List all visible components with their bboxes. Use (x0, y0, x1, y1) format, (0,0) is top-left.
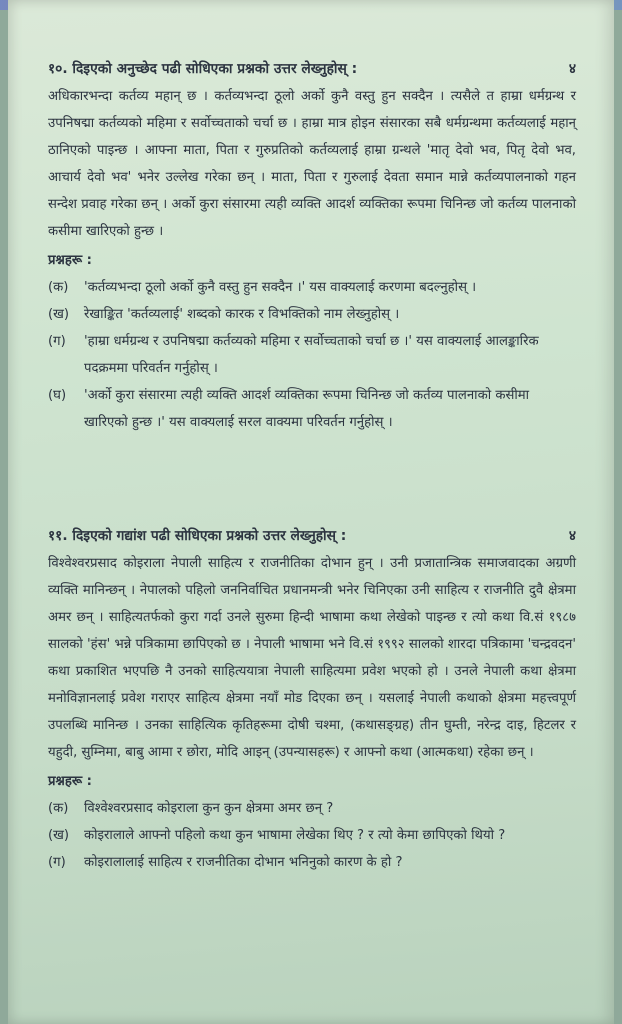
item-label: (क) (48, 280, 69, 295)
question-11 (48, 523, 576, 876)
question-10-title: १०. दिइएको अनुच्छेद पढी सोधिएका प्रश्नको उत्तर लेख्नुहोस् : (48, 61, 358, 77)
question-10-item-gha (48, 382, 576, 436)
question-11-marks: ४ (568, 528, 576, 544)
question-11-heading (48, 523, 576, 550)
item-label: (ख) (48, 307, 70, 322)
item-text: विश्वेश्वरप्रसाद कोइराला कुन कुन क्षेत्रमा अमर छन् ? (84, 801, 334, 816)
question-10-item-ga (48, 328, 576, 382)
question-11-item-kha (48, 822, 576, 849)
question-11-list (48, 795, 576, 876)
item-text: कोइरालालाई साहित्य र राजनीतिका दोभान भनिनुको कारण के हो ? (84, 855, 403, 870)
question-11-title: ११. दिइएको गद्यांश पढी सोधिएका प्रश्नको उत्तर लेख्नुहोस् : (48, 528, 347, 544)
question-10-heading (48, 56, 576, 83)
item-label: (ख) (48, 828, 70, 843)
question-10-item-kha (48, 301, 576, 328)
item-label: (घ) (48, 388, 67, 403)
item-label: (ग) (48, 334, 66, 349)
item-text: 'हाम्रा धर्मग्रन्थ र उपनिषद्मा कर्तव्यको महिमा र सर्वोच्चताको चर्चा छ ।' यस वाक्यलाई आलङ्कारिक पदक्रममा परिवर्तन गर्नुहोस् । (84, 334, 539, 376)
item-text: 'कर्तव्यभन्दा ठूलो अर्को कुनै वस्तु हुन सक्दैन ।' यस वाक्यलाई करणमा बदल्नुहोस् । (84, 280, 477, 295)
question-11-passage: विश्वेश्वरप्रसाद कोइराला नेपाली साहित्य र राजनीतिका दोभान हुन् । उनी प्रजातान्त्रिक समाजवादका अग्रणी व्यक्ति मानिन्छन् । नेपालको पहिलो जननिर्वाचित प्रधानमन्त्री भनेर चिनिएका उनी साहित्य र राजनीति दुवै क्षेत्रमा अमर छन् । साहित्यतर्फको कुरा गर्दा उनले सुरुमा हिन्दी भाषामा कथा लेखेको पाइन्छ र त्यो कथा वि.सं १९८७ सालको 'हंस' भन्ने पत्रिकामा छापिएको छ । नेपाली भाषामा भने वि.सं १९९२ सालको शारदा पत्रिकामा 'चन्द्रवदन' कथा प्रकाशित भएपछि नै उनको साहित्ययात्रा नेपाली साहित्यमा प्रवेश भएको हो । उनले नेपाली कथा क्षेत्रमा मनोविज्ञानलाई प्रवेश गराएर साहित्य क्षेत्रमा नयाँ मोड दिएका छन् । यसलाई नेपाली कथाको क्षेत्रमा महत्त्वपूर्ण उपलब्धि मानिन्छ । उनका साहित्यिक कृतिहरूमा दोषी चश्मा, (कथासङ्ग्रह) तीन घुम्ती, नरेन्द्र दाइ, हिटलर र यहुदी, सुम्निमा, बाबु आमा र छोरा, मोदि आइन् (उपन्यासहरू) र आफ्नो कथा (आत्मकथा) रहेका छन् । (48, 556, 576, 760)
item-label: (क) (48, 801, 69, 816)
item-text: कोइरालाले आफ्नो पहिलो कथा कुन भाषामा लेखेका थिए ? र त्यो केमा छापिएको थियो ? (84, 828, 506, 843)
item-text: 'अर्को कुरा संसारमा त्यही व्यक्ति आदर्श व्यक्तिका रूपमा चिनिन्छ जो कर्तव्य पालनाको कसीमा खारिएको हुन्छ ।' यस वाक्यलाई सरल वाक्यमा परिवर्तन गर्नुहोस् । (84, 388, 530, 430)
question-11-item-ga (48, 849, 576, 876)
item-label: (ग) (48, 855, 66, 870)
question-11-questions-label: प्रश्नहरू : (48, 774, 92, 789)
question-10-passage: अधिकारभन्दा कर्तव्य महान् छ । कर्तव्यभन्दा ठूलो अर्को कुनै वस्तु हुन सक्दैन । त्यसैले त हाम्रा धर्मग्रन्थ र उपनिषद्मा कर्तव्यको महिमा र सर्वोच्चताको चर्चा छ । हाम्रा मात्र होइन संसारका सबै धर्मग्रन्थमा कर्तव्यलाई महान् ठानिएको पाइन्छ । आफ्ना माता, पिता र गुरुप्रतिको कर्तव्यलाई हाम्रा ग्रन्थले 'मातृ देवो भव, पितृ देवो भव, आचार्य देवो भव' भनेर उल्लेख गरेका छन् । माता, पिता र गुरुलाई देवता समान मान्ने कर्तव्यपालनाको गहन सन्देश प्रवाह गरेका छन् । अर्को कुरा संसारमा त्यही व्यक्ति आदर्श व्यक्तिका रूपमा चिनिन्छ जो कर्तव्य पालनाको कसीमा खारिएको हुन्छ । (48, 89, 576, 239)
question-10-list (48, 274, 576, 436)
exam-paper (8, 0, 614, 1024)
question-10-questions-label: प्रश्नहरू : (48, 253, 92, 268)
question-10 (48, 56, 576, 436)
question-10-marks: ४ (568, 61, 576, 77)
question-11-item-ka (48, 795, 576, 822)
question-10-item-ka (48, 274, 576, 301)
item-text: रेखाङ्कित 'कर्तव्यलाई' शब्दको कारक र विभक्तिको नाम लेख्नुहोस् । (84, 307, 400, 322)
